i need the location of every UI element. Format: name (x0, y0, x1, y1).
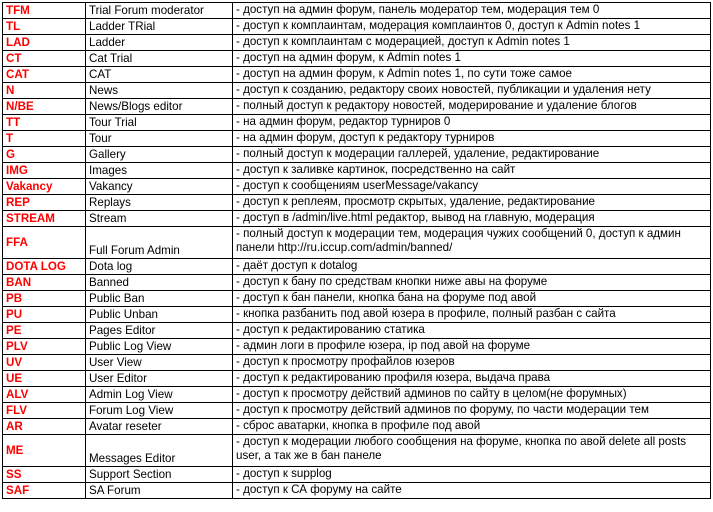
role-name-cell: Support Section (86, 467, 233, 483)
role-description-cell: - доступ к просмотру действий админов по сайту в целом(не форумных) (233, 387, 711, 403)
role-description-cell: - доступ к редактированию статика (233, 323, 711, 339)
table-row (3, 3, 711, 19)
table-row (3, 35, 711, 51)
role-description-cell: - доступ на админ форум, к Admin notes 1 (233, 51, 711, 67)
table-row (3, 275, 711, 291)
role-description-cell: - доступ к сообщениям userMessage/vakancy (233, 179, 711, 195)
table-row (3, 163, 711, 179)
role-description-cell: - доступ к СА форуму на сайте (233, 483, 711, 499)
table-row (3, 51, 711, 67)
role-description-cell: - доступ к просмотру профайлов юзеров (233, 355, 711, 371)
role-code-cell: T (3, 131, 86, 147)
role-code-cell: UE (3, 371, 86, 387)
table-row (3, 355, 711, 371)
role-description-cell: - доступ к просмотру действий админов по форуму, по части модерации тем (233, 403, 711, 419)
table-row (3, 179, 711, 195)
role-name-cell: News/Blogs editor (86, 99, 233, 115)
role-name-cell: Tour (86, 131, 233, 147)
role-code-cell: SAF (3, 483, 86, 499)
role-description-cell: - доступ к модерации любого сообщения на форуме, кнопка по авой delete all posts user, а так же в бан панеле (233, 435, 711, 467)
table-row (3, 291, 711, 307)
table-row (3, 67, 711, 83)
role-name-cell: Gallery (86, 147, 233, 163)
role-name-cell: SA Forum (86, 483, 233, 499)
table-row (3, 387, 711, 403)
role-name-cell: Public Log View (86, 339, 233, 355)
table-row (3, 211, 711, 227)
table-row (3, 483, 711, 499)
role-description-cell: - доступ к заливке картинок, посредственно на сайт (233, 163, 711, 179)
table-row (3, 147, 711, 163)
role-name-cell: Public Ban (86, 291, 233, 307)
table-row (3, 131, 711, 147)
role-description-cell: - доступ к supplog (233, 467, 711, 483)
role-name-cell: Forum Log View (86, 403, 233, 419)
role-code-cell: PU (3, 307, 86, 323)
permissions-table-body (3, 3, 711, 499)
role-code-cell: STREAM (3, 211, 86, 227)
role-code-cell: FFA (3, 227, 86, 259)
role-description-cell: - доступ к бан панели, кнопка бана на форуме под авой (233, 291, 711, 307)
table-row (3, 467, 711, 483)
role-description-cell: - доступ к комплаинтам, модерация комплаинтов 0, доступ к Admin notes 1 (233, 19, 711, 35)
role-name-cell: User Editor (86, 371, 233, 387)
table-row (3, 307, 711, 323)
role-description-cell: - доступ к комплаинтам с модерацией, доступ к Admin notes 1 (233, 35, 711, 51)
role-name-cell: News (86, 83, 233, 99)
role-code-cell: TFM (3, 3, 86, 19)
table-row (3, 115, 711, 131)
role-name-cell: Ladder (86, 35, 233, 51)
role-name-cell: Ladder TRial (86, 19, 233, 35)
table-row (3, 99, 711, 115)
role-description-cell: - полный доступ к модерации тем, модерация чужих сообщений 0, доступ к админ панели http://ru.iccup.com/admin/banned/ (233, 227, 711, 259)
role-code-cell: ME (3, 435, 86, 467)
role-name-cell: Messages Editor (86, 435, 233, 467)
role-name-cell: Pages Editor (86, 323, 233, 339)
role-name-cell: Full Forum Admin (86, 227, 233, 259)
role-description-cell: - полный доступ к модерации галлерей, удаление, редактирование (233, 147, 711, 163)
role-name-cell: Vakancy (86, 179, 233, 195)
role-description-cell: - доступ в /admin/live.html редактор, вывод на главную, модерация (233, 211, 711, 227)
role-name-cell: User View (86, 355, 233, 371)
role-description-cell: - доступ к реплеям, просмотр скрытых, удаление, редактирование (233, 195, 711, 211)
role-name-cell: Avatar reseter (86, 419, 233, 435)
role-name-cell: Trial Forum moderator (86, 3, 233, 19)
table-row (3, 19, 711, 35)
table-row (3, 259, 711, 275)
role-description-cell: - сброс аватарки, кнопка в профиле под авой (233, 419, 711, 435)
table-row (3, 323, 711, 339)
role-code-cell: FLV (3, 403, 86, 419)
role-name-cell: Replays (86, 195, 233, 211)
role-code-cell: PE (3, 323, 86, 339)
role-code-cell: CT (3, 51, 86, 67)
role-code-cell: SS (3, 467, 86, 483)
table-row (3, 195, 711, 211)
role-description-cell: - даёт доступ к dotalog (233, 259, 711, 275)
role-code-cell: DOTA LOG (3, 259, 86, 275)
role-code-cell: LAD (3, 35, 86, 51)
role-name-cell: Dota log (86, 259, 233, 275)
role-description-cell: - админ логи в профиле юзера, ip под авой на форуме (233, 339, 711, 355)
role-code-cell: REP (3, 195, 86, 211)
role-name-cell: Tour Trial (86, 115, 233, 131)
role-code-cell: PB (3, 291, 86, 307)
role-code-cell: AR (3, 419, 86, 435)
role-description-cell: - доступ на админ форум, панель модератор тем, модерация тем 0 (233, 3, 711, 19)
role-description-cell: - полный доступ к редактору новостей, модерирование и удаление блогов (233, 99, 711, 115)
role-name-cell: Stream (86, 211, 233, 227)
role-code-cell: BAN (3, 275, 86, 291)
role-name-cell: Public Unban (86, 307, 233, 323)
role-code-cell: CAT (3, 67, 86, 83)
role-code-cell: TL (3, 19, 86, 35)
role-code-cell: N/BE (3, 99, 86, 115)
role-name-cell: Banned (86, 275, 233, 291)
role-description-cell: - доступ на админ форум, к Admin notes 1, по сути тоже самое (233, 67, 711, 83)
table-row (3, 403, 711, 419)
role-description-cell: - доступ к редактированию профиля юзера, выдача права (233, 371, 711, 387)
role-code-cell: TT (3, 115, 86, 131)
permissions-table (2, 2, 711, 499)
role-code-cell: IMG (3, 163, 86, 179)
role-code-cell: N (3, 83, 86, 99)
table-row (3, 83, 711, 99)
role-description-cell: - на админ форум, редактор турниров 0 (233, 115, 711, 131)
role-code-cell: Vakancy (3, 179, 86, 195)
role-name-cell: CAT (86, 67, 233, 83)
role-name-cell: Images (86, 163, 233, 179)
role-name-cell: Cat Trial (86, 51, 233, 67)
table-row (3, 227, 711, 259)
role-code-cell: PLV (3, 339, 86, 355)
table-row (3, 339, 711, 355)
table-row (3, 435, 711, 467)
role-description-cell: - доступ к созданию, редактору своих новостей, публикации и удаления нету (233, 83, 711, 99)
role-description-cell: - кнопка разбанить под авой юзера в профиле, полный разбан с сайта (233, 307, 711, 323)
role-description-cell: - на админ форум, доступ к редактору турниров (233, 131, 711, 147)
table-row (3, 419, 711, 435)
role-code-cell: UV (3, 355, 86, 371)
table-row (3, 371, 711, 387)
role-description-cell: - доступ к бану по средствам кнопки ниже авы на форуме (233, 275, 711, 291)
role-name-cell: Admin Log View (86, 387, 233, 403)
role-code-cell: G (3, 147, 86, 163)
role-code-cell: ALV (3, 387, 86, 403)
